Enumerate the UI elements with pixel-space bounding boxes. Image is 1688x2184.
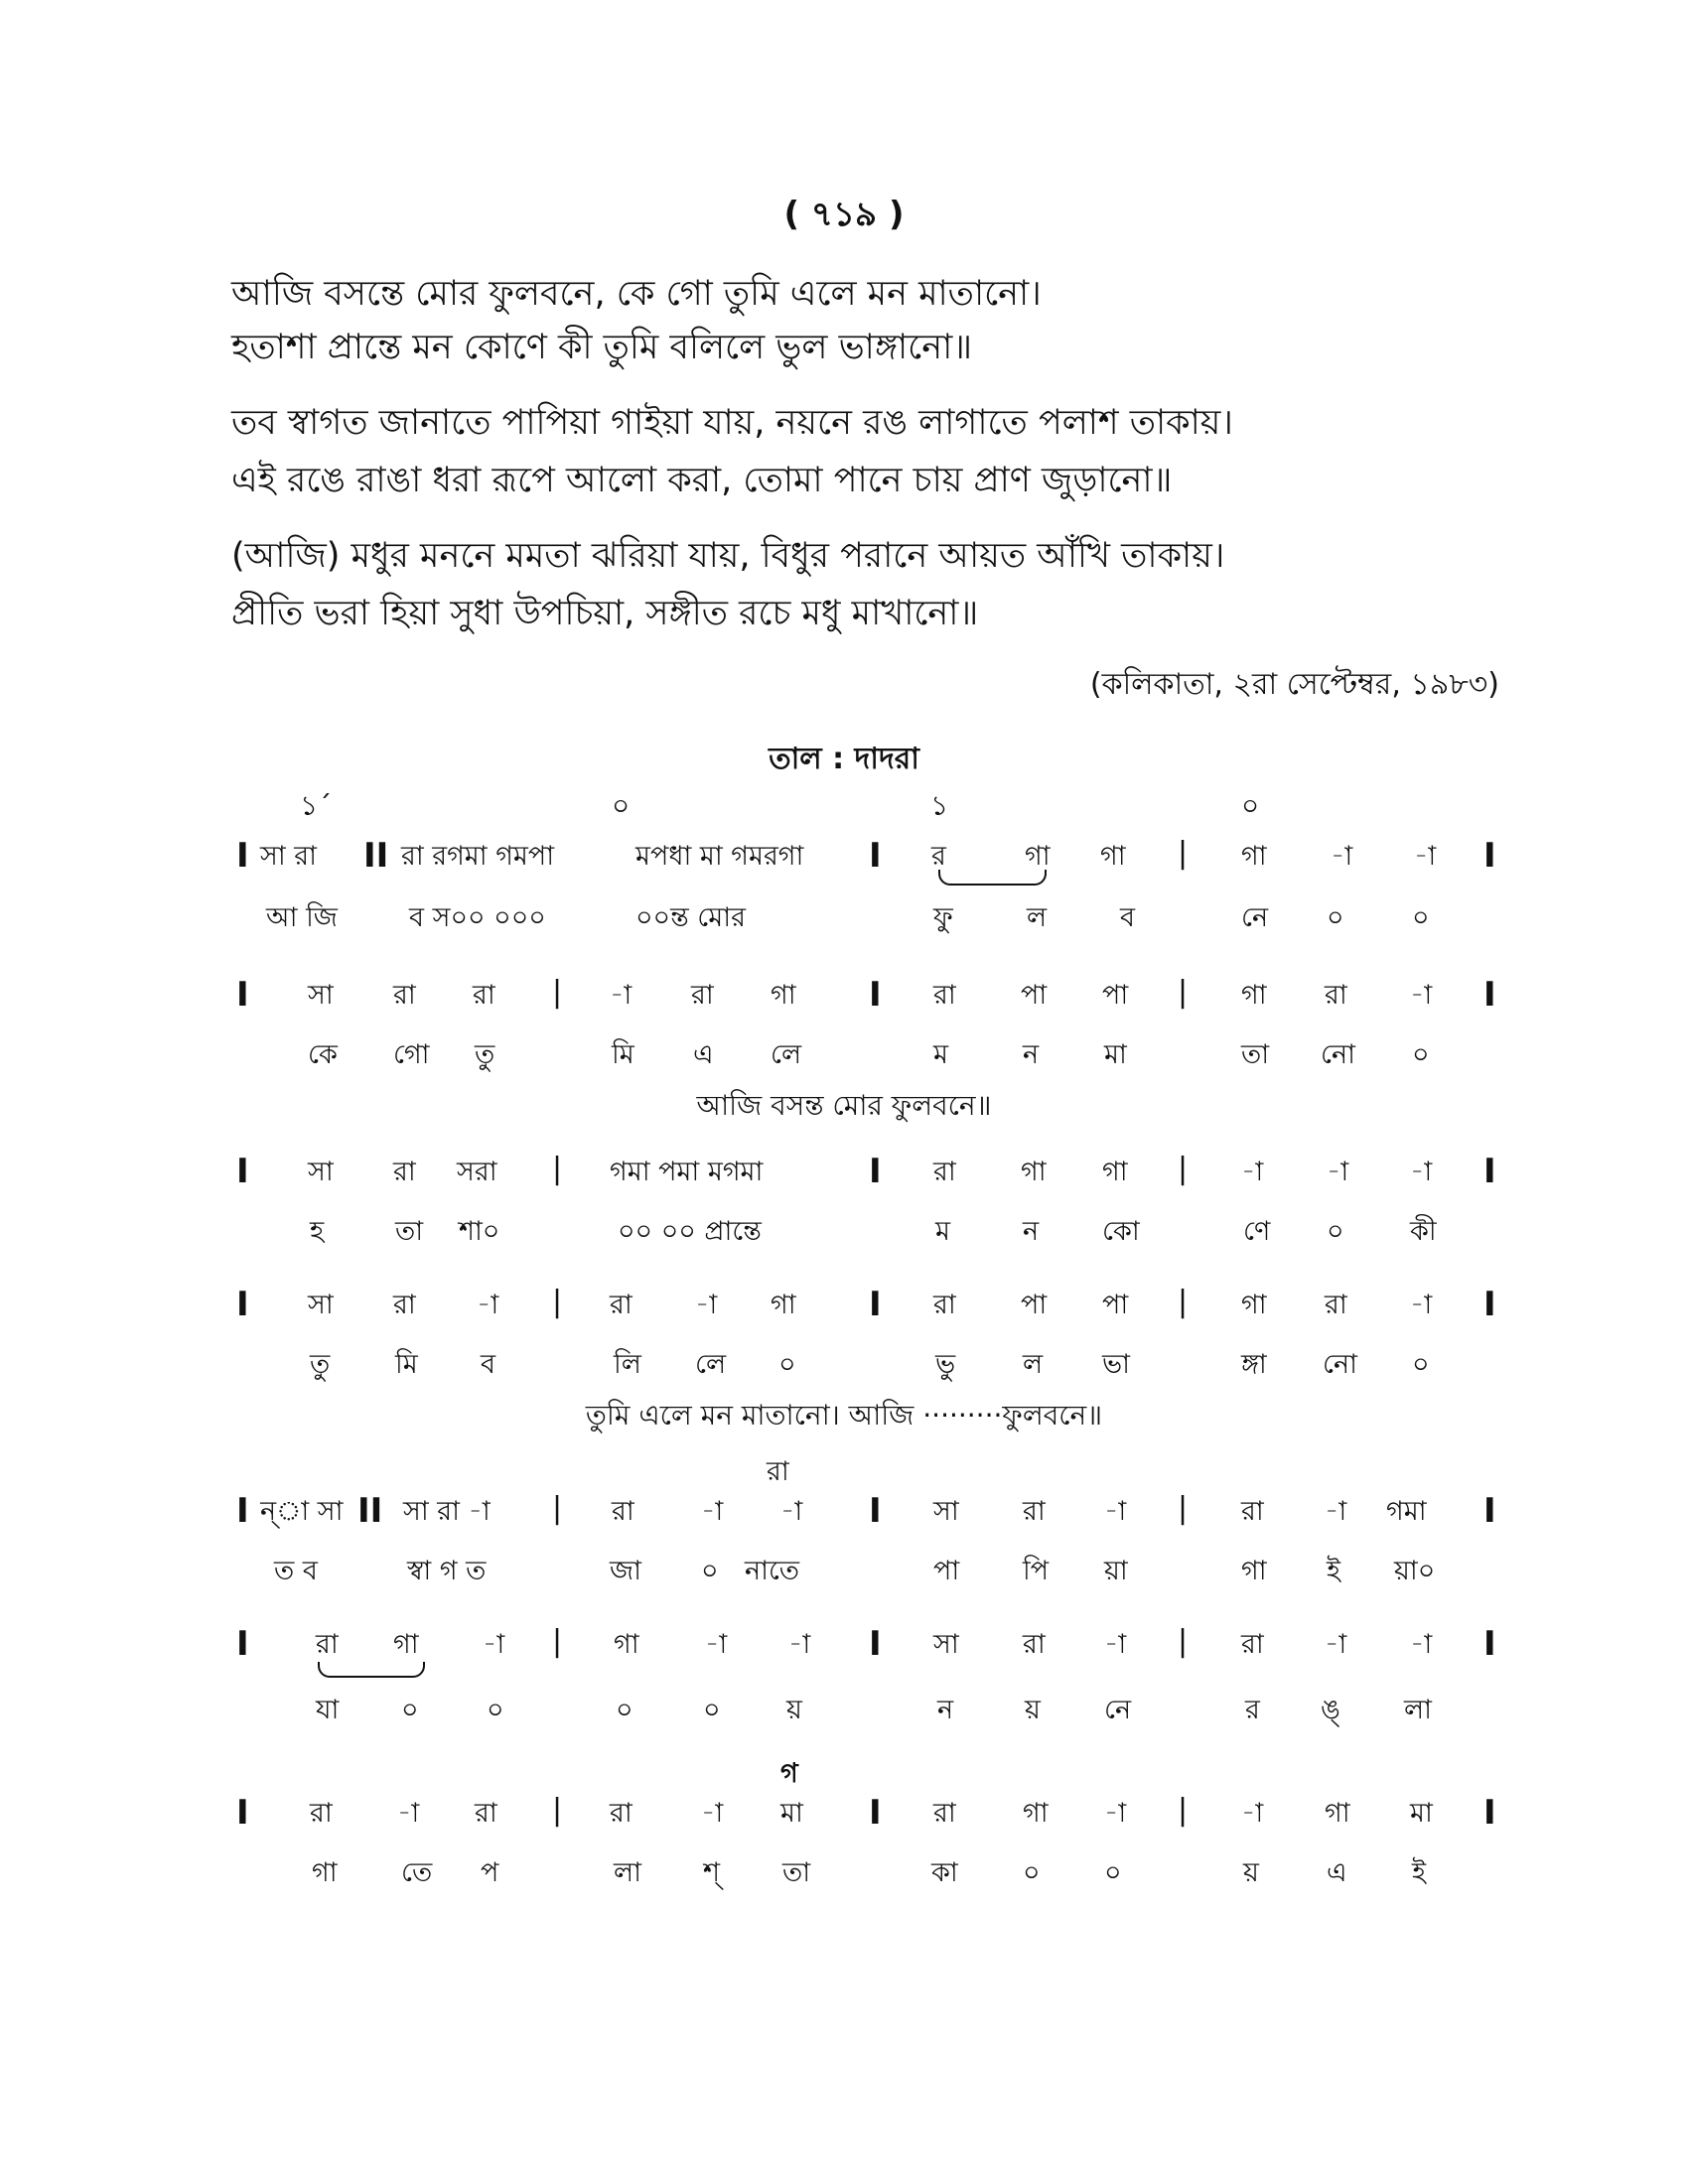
- lyric-syllable: র: [1245, 1695, 1260, 1725]
- swara: রা: [1023, 1496, 1046, 1527]
- notation-lyric-row: [0, 1690, 1688, 1733]
- lyric-syllable: য়: [1243, 1857, 1259, 1888]
- swara: পা: [1021, 1290, 1048, 1320]
- swara: রা: [612, 1496, 634, 1527]
- lyric-syllable: ম: [933, 1039, 948, 1070]
- swara: সা: [933, 1629, 959, 1660]
- lyric-syllable: ০: [1327, 1216, 1344, 1247]
- bar-line: I: [1483, 836, 1496, 876]
- swara: রা: [610, 1798, 633, 1829]
- lyric-syllable: ব: [1120, 902, 1136, 933]
- bar-line: |: [552, 1152, 563, 1186]
- lyric-syllable: ন: [1023, 1039, 1040, 1070]
- swara: রা: [316, 1629, 339, 1660]
- bar-line: |: [1178, 836, 1189, 871]
- lyric-syllable: ব: [481, 1349, 496, 1380]
- notation-swara-row: [0, 1491, 1688, 1535]
- swara: সা রা -া: [403, 1496, 491, 1527]
- swara: মা: [780, 1798, 803, 1829]
- lyric-syllable: এ: [693, 1039, 714, 1070]
- lyric-syllable: স্বা গ ত: [407, 1556, 487, 1586]
- swara: -া: [1325, 1629, 1347, 1660]
- lyric-syllable: ০: [1104, 1857, 1122, 1888]
- swara: -া: [1410, 980, 1433, 1011]
- bar-line: |: [1178, 1491, 1189, 1526]
- notation-swara-row: [0, 1624, 1688, 1668]
- notation-swara-row: [0, 836, 1688, 880]
- swara: গা: [1241, 841, 1267, 872]
- lyric-syllable: নে: [1104, 1695, 1132, 1725]
- bar-line: |: [1178, 1793, 1189, 1828]
- lyric-syllable: তা: [1241, 1039, 1270, 1070]
- bar-line: I: [1483, 1793, 1496, 1833]
- lyric-syllable: তা: [395, 1216, 424, 1247]
- lyric-syllable: ০: [487, 1695, 504, 1725]
- swara: গা: [1100, 841, 1126, 872]
- swara: -া: [705, 1629, 728, 1660]
- notation-lyric-row: [0, 1034, 1688, 1078]
- lyric-syllable: ত ব: [274, 1556, 318, 1586]
- bar-line: I: [236, 1624, 249, 1664]
- lyric-syllable: লে: [771, 1039, 802, 1070]
- bar-line: I: [236, 1152, 249, 1191]
- lyric-syllable: ব স০০ ০০০: [409, 902, 546, 933]
- beat-mark: ০: [1241, 789, 1260, 822]
- lyric-syllable: ০: [1412, 1039, 1430, 1070]
- bar-line: I: [869, 1793, 882, 1833]
- lyric-syllable: নো: [1323, 1349, 1357, 1380]
- swara: রা: [1325, 980, 1347, 1011]
- swara: গা: [393, 1629, 419, 1660]
- swara: গা: [771, 1290, 796, 1320]
- bar-line: I: [236, 1793, 249, 1833]
- lyric-syllable: হ: [310, 1216, 325, 1247]
- lyric-syllable: কী: [1410, 1216, 1437, 1247]
- swara: -া: [1414, 841, 1437, 872]
- swara: -া: [1104, 1496, 1127, 1527]
- lyric-syllable: এ: [1327, 1857, 1347, 1888]
- lyric-syllable: গা: [1241, 1556, 1267, 1586]
- lyric-syllable: গো: [393, 1039, 430, 1070]
- notation-lyric-row: [0, 1551, 1688, 1594]
- lyric-syllable: ভা: [1102, 1349, 1130, 1380]
- lyric-syllable: প: [481, 1857, 499, 1888]
- swara: সরা: [457, 1157, 497, 1187]
- bar-line: |: [1178, 1624, 1189, 1659]
- lyric-line-5: (আজি) মধুর মননে মমতা ঝরিয়া যায়, বিধুর পরানে আয়ত আঁখি তাকায়।: [231, 536, 1225, 576]
- swara: -া: [701, 1798, 724, 1829]
- lyric-syllable: য়: [1025, 1695, 1041, 1725]
- lyric-syllable: ই: [1412, 1857, 1427, 1888]
- swara: -া: [1241, 1798, 1264, 1829]
- swara: রা: [393, 1290, 416, 1320]
- bar-line: I: [869, 1491, 882, 1531]
- refrain-cue: তুমি এলে মন মাতানো। আজি ·········ফুলবনে॥: [585, 1399, 1103, 1432]
- lyric-syllable: ০: [616, 1695, 633, 1725]
- beat-mark: ১: [930, 789, 949, 822]
- swara: -া: [1104, 1629, 1127, 1660]
- bar-line: |: [1178, 1152, 1189, 1186]
- swara: -া: [780, 1496, 803, 1527]
- lyric-syllable: লা: [1404, 1695, 1432, 1725]
- page-number: ( ৭১৯ ): [783, 195, 905, 234]
- bar-line: I: [869, 975, 882, 1015]
- swara: গমা: [1386, 1496, 1427, 1527]
- swara: রা: [1241, 1496, 1264, 1527]
- swara: রা: [1325, 1290, 1347, 1320]
- lyric-syllable: য়: [786, 1695, 802, 1725]
- swara: পা: [1102, 980, 1129, 1011]
- lyric-syllable: ০: [1327, 902, 1344, 933]
- bar-line: |: [552, 1793, 563, 1828]
- lyric-syllable: নে: [1241, 902, 1269, 933]
- notation-swara-row: [0, 1793, 1688, 1837]
- lyric-syllable: ফু: [933, 902, 953, 933]
- lyric-syllable: তু: [310, 1349, 331, 1380]
- swara: মা: [1410, 1798, 1433, 1829]
- bar-line: I: [236, 1285, 249, 1324]
- swara: রা: [393, 1157, 416, 1187]
- notation-swara-row: [0, 1285, 1688, 1328]
- bar-line: I: [869, 836, 882, 876]
- lyric-syllable: কো: [1102, 1216, 1140, 1247]
- swara: রা: [691, 980, 714, 1011]
- swara: গা: [614, 1629, 639, 1660]
- swara: মপধা মা গমরগা: [635, 841, 804, 872]
- swara: গমা পমা মগমা: [610, 1157, 764, 1187]
- swara: রা: [1241, 1629, 1264, 1660]
- lyric-syllable: ল: [1023, 1349, 1044, 1380]
- lyric-syllable: ম: [935, 1216, 950, 1247]
- bar-line: I: [869, 1285, 882, 1324]
- swara: রা: [1023, 1629, 1046, 1660]
- swara: রা: [933, 980, 956, 1011]
- lyric-syllable: পি: [1023, 1556, 1050, 1586]
- swara: রা: [610, 1290, 633, 1320]
- swara: ন্‌া সা: [260, 1496, 344, 1527]
- swara: গা: [1023, 1798, 1049, 1829]
- bar-line: II: [363, 836, 389, 876]
- bar-line: I: [1483, 1152, 1496, 1191]
- bar-line: |: [1178, 1285, 1189, 1319]
- lyric-syllable: তু: [475, 1039, 495, 1070]
- bar-line: I: [236, 1491, 249, 1531]
- lyric-syllable: ঙ্‌: [1321, 1695, 1340, 1725]
- swara: সা: [308, 1157, 334, 1187]
- bar-line: I: [1483, 1285, 1496, 1324]
- lyric-syllable: ০: [1412, 1349, 1430, 1380]
- swara: রা: [310, 1798, 333, 1829]
- bar-line: I: [236, 975, 249, 1015]
- lyric-syllable: ঙ্গা: [1241, 1349, 1267, 1380]
- bar-line: I: [1483, 1624, 1496, 1664]
- swara: রা: [473, 980, 495, 1011]
- slur-mark: [318, 1662, 425, 1678]
- swara: -া: [788, 1629, 811, 1660]
- bar-line: I: [1483, 1491, 1496, 1531]
- swara: -া: [477, 1290, 499, 1320]
- slur-mark: [938, 870, 1047, 886]
- lyric-syllable: ০০ ০০ প্রান্তে: [618, 1216, 762, 1247]
- bar-line: II: [357, 1491, 383, 1531]
- bar-line: |: [552, 975, 563, 1010]
- place-date: (কলিকাতা, ২রা সেপ্টেম্বর, ১৯৮৩): [1089, 667, 1499, 702]
- swara: পা: [1021, 980, 1048, 1011]
- swara: রা রগমা গমপা: [401, 841, 555, 872]
- swara: -া: [1410, 1290, 1433, 1320]
- lyric-syllable: শ্‌: [703, 1857, 721, 1888]
- swara: রা: [933, 1290, 956, 1320]
- swara: র: [931, 841, 946, 872]
- notation-lyric-row: [0, 1211, 1688, 1255]
- lyric-syllable: ন: [937, 1695, 954, 1725]
- lyric-syllable: ল: [1027, 902, 1048, 933]
- bar-line: |: [552, 1285, 563, 1319]
- bar-line: I: [869, 1624, 882, 1664]
- swara: -া: [1325, 1496, 1347, 1527]
- swara: গা: [1021, 1157, 1047, 1187]
- lyric-line-6: প্রীতি ভরা হিয়া সুধা উপচিয়া, সঙ্গীত রচে মধু মাখানো॥: [231, 594, 979, 633]
- lyric-syllable: যা: [316, 1695, 340, 1725]
- lyric-syllable: পা: [933, 1556, 960, 1586]
- swara: সা: [308, 980, 334, 1011]
- swara: রা: [393, 980, 416, 1011]
- lyric-syllable: আ জি: [266, 902, 338, 933]
- grace-note: রা: [767, 1456, 789, 1487]
- lyric-syllable: নাতে: [745, 1556, 800, 1586]
- bar-line: |: [552, 1491, 563, 1526]
- swara: গা: [771, 980, 796, 1011]
- notation-swara-row: [0, 975, 1688, 1019]
- lyric-line-2: হতাশা প্রান্তে মন কোণে কী তুমি বলিলে ভুল ভাঙ্গানো॥: [231, 328, 973, 367]
- swara: গা: [1241, 1290, 1267, 1320]
- lyric-syllable: ০: [701, 1556, 719, 1586]
- bar-line: I: [869, 1152, 882, 1191]
- swara: রা: [475, 1798, 497, 1829]
- swara: রা: [933, 1798, 956, 1829]
- lyric-syllable: ০: [1412, 902, 1430, 933]
- lyric-syllable: কা: [931, 1857, 958, 1888]
- swara: গা: [1102, 1157, 1128, 1187]
- swara: -া: [610, 980, 633, 1011]
- grace-note: গ: [780, 1758, 798, 1789]
- swara: রা: [933, 1157, 956, 1187]
- swara: -া: [397, 1798, 420, 1829]
- lyric-syllable: ০: [401, 1695, 419, 1725]
- lyric-syllable: লা: [614, 1857, 641, 1888]
- notation-lyric-row: [0, 897, 1688, 941]
- bar-line: |: [1178, 975, 1189, 1010]
- lyric-syllable: ণে: [1243, 1216, 1271, 1247]
- lyric-syllable: মা: [1104, 1039, 1127, 1070]
- swara: -া: [701, 1496, 724, 1527]
- swara: গা: [1325, 1798, 1350, 1829]
- lyric-syllable: গা: [312, 1857, 338, 1888]
- lyric-syllable: য়া০: [1394, 1556, 1436, 1586]
- lyric-syllable: ০: [703, 1695, 721, 1725]
- swara: -া: [1327, 1157, 1349, 1187]
- swara: -া: [695, 1290, 718, 1320]
- lyric-syllable: ন: [1023, 1216, 1040, 1247]
- notation-swara-row: [0, 1152, 1688, 1195]
- lyric-syllable: তা: [782, 1857, 811, 1888]
- beat-mark: ০: [612, 789, 631, 822]
- swara: সা: [308, 1290, 334, 1320]
- swara: পা: [1102, 1290, 1129, 1320]
- lyric-syllable: মি: [395, 1349, 418, 1380]
- lyric-syllable: লে: [695, 1349, 727, 1380]
- refrain-cue: আজি বসন্ত মোর ফুলবনে॥: [696, 1089, 992, 1122]
- lyric-syllable: নো: [1321, 1039, 1355, 1070]
- lyric-line-3: তব স্বাগত জানাতে পাপিয়া গাইয়া যায়, নয়নে রঙ লাগাতে পলাশ তাকায়।: [231, 403, 1233, 443]
- swara: -া: [1331, 841, 1353, 872]
- beat-mark: ১´: [300, 789, 333, 822]
- bar-line: |: [552, 1624, 563, 1659]
- lyric-syllable: শা০: [459, 1216, 500, 1247]
- lyric-syllable: লি: [614, 1349, 641, 1380]
- lyric-syllable: মি: [612, 1039, 634, 1070]
- tala-heading: তাল : দাদরা: [769, 742, 919, 776]
- lyric-syllable: ০: [1023, 1857, 1041, 1888]
- bar-line: I: [236, 836, 249, 876]
- lyric-line-1: আজি বসন্তে মোর ফুলবনে, কে গো তুমি এলে মন মাতানো।: [231, 274, 1042, 314]
- swara: -া: [1410, 1629, 1433, 1660]
- swara: গা: [1025, 841, 1051, 872]
- swara: গা: [1241, 980, 1267, 1011]
- lyric-syllable: তে: [401, 1857, 433, 1888]
- lyric-syllable: কে: [308, 1039, 338, 1070]
- notation-lyric-row: [0, 1852, 1688, 1896]
- swara: সা রা: [260, 841, 317, 872]
- swara: -া: [1241, 1157, 1264, 1187]
- lyric-syllable: ভু: [935, 1349, 956, 1380]
- lyric-syllable: ০০ন্ত মোর: [635, 902, 746, 933]
- lyric-line-4: এই রঙে রাঙা ধরা রূপে আলো করা, তোমা পানে চায় প্রাণ জুড়ানো॥: [231, 461, 1173, 500]
- lyric-syllable: ই: [1327, 1556, 1341, 1586]
- swara: -া: [1410, 1157, 1433, 1187]
- notation-lyric-row: [0, 1344, 1688, 1388]
- lyric-syllable: য়া: [1104, 1556, 1128, 1586]
- swara: -া: [483, 1629, 505, 1660]
- lyric-syllable: জা: [610, 1556, 641, 1586]
- swara: -া: [1104, 1798, 1127, 1829]
- lyric-syllable: ০: [778, 1349, 796, 1380]
- swara: সা: [933, 1496, 959, 1527]
- bar-line: I: [1483, 975, 1496, 1015]
